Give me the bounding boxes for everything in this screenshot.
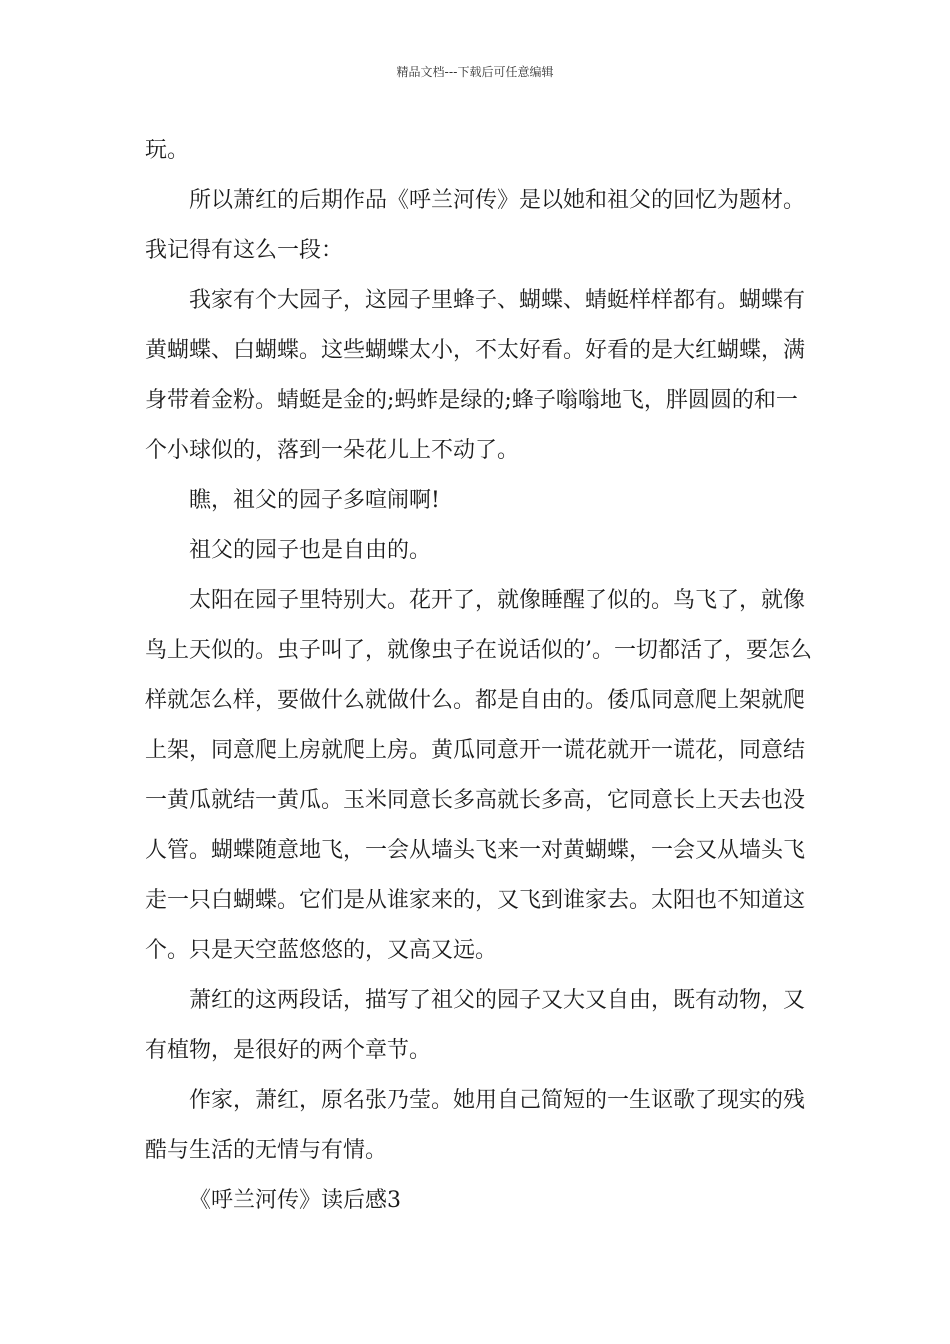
paragraph: 太阳在园子里特别大。花开了，就像睡醒了似的。鸟飞了，就像鸟上天似的。虫子叫了，就像虫子在说话似的’。一切都活了，要怎么样就怎么样，要做什么就做什么。都是自由的。倭瓜同意爬上架就爬上架，同意爬上房就爬上房。黄瓜同意开一谎花就开一谎花，同意结一黄瓜就结一黄瓜。玉米同意长多高就长多高，它同意长上天去也没人管。蝴蝶随意地飞，一会从墙头飞来一对黄蝴蝶，一会又从墙头飞走一只白蝴蝶。它们是从谁家来的，又飞到谁家去。太阳也不知道这个。只是天空蓝悠悠的，又高又远。 bbox=[145, 588, 812, 963]
document-body bbox=[145, 126, 815, 1226]
paragraph: 我家有个大园子，这园子里蜂子、蝴蝶、蜻蜓样样都有。蝴蝶有黄蝴蝶、白蝴蝶。这些蝴蝶太小，不太好看。好看的是大红蝴蝶，满身带着金粉。蜻蜓是金的;蚂蚱是绿的;蜂子嗡嗡地飞，胖圆圆的和一个小球似的，落到一朵花儿上不动了。 bbox=[145, 288, 806, 463]
paragraph: 祖父的园子也是自由的。 bbox=[189, 538, 432, 563]
page-header: 精品文档---下载后可任意编辑 bbox=[396, 65, 554, 79]
paragraph: 玩。 bbox=[145, 138, 190, 163]
paragraph: 萧红的这两段话，描写了祖父的园子又大又自由，既有动物，又有植物，是很好的两个章节。 bbox=[145, 988, 806, 1063]
paragraph: 所以萧红的后期作品《呼兰河传》是以她和祖父的回忆为题材。我记得有这么一段： bbox=[145, 188, 806, 263]
paragraph: 作家，萧红，原名张乃莹。她用自己简短的一生讴歌了现实的残酷与生活的无情与有情。 bbox=[145, 1088, 806, 1163]
section-title: 《呼兰河传》读后感3 bbox=[189, 1188, 401, 1213]
paragraph: 瞧，祖父的园子多喧闹啊! bbox=[189, 488, 440, 513]
